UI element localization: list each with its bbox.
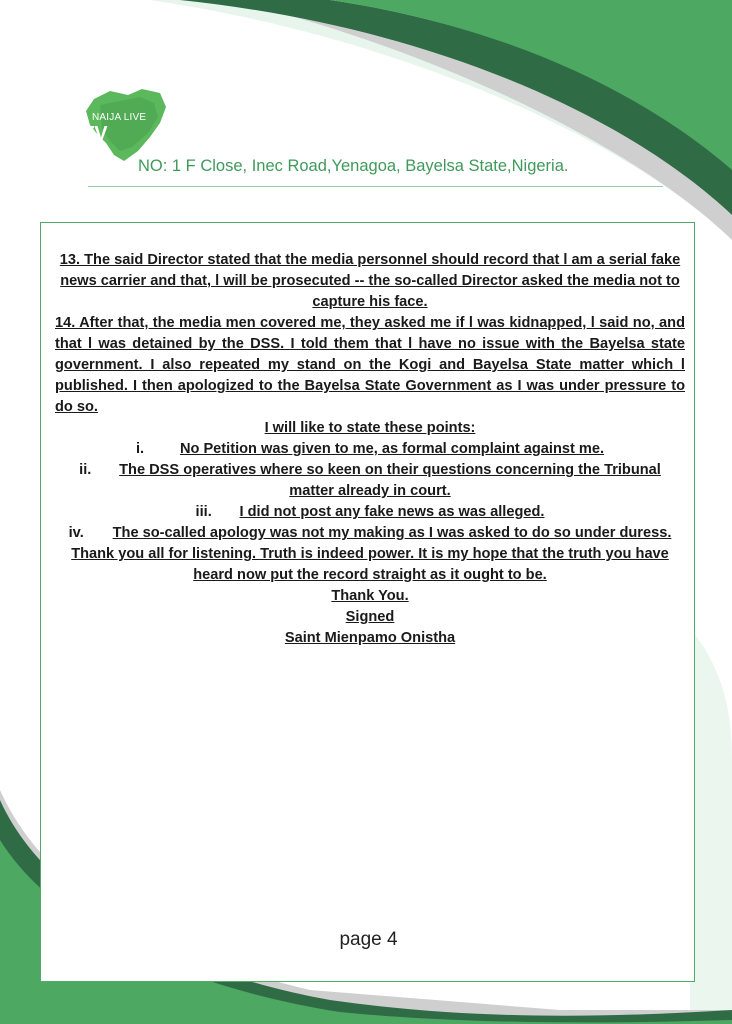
paragraph-14: 14. After that, the media men covered me, they asked me if l was kidnapped, l said no, and that l was detained by the DSS. I told them that l have no issue with the Bayelsa state government. I also repeated my stand on the Kogi and Bayelsa State matter which l published. I then apologized to the Bayelsa State Government as I was under pressure to do so. [55, 315, 685, 415]
point-item [55, 460, 685, 502]
thank-you: Thank You. [331, 588, 409, 604]
company-address: NO: 1 F Close, Inec Road,Yenagoa, Bayelsa State,Nigeria. [138, 157, 569, 175]
logo-text-tv: TV [82, 123, 108, 145]
letter-body-box [40, 222, 695, 982]
point-text: No Petition was given to me, as formal complaint against me. [179, 441, 605, 457]
point-item [55, 439, 685, 460]
point-number: i. [135, 441, 145, 457]
signatory-name: Saint Mienpamo Onistha [284, 630, 456, 646]
point-number: iv. [68, 525, 84, 541]
closing-paragraph: Thank you all for listening. Truth is indeed power. It is my hope that the truth you have heard now put the record straight as it ought to be. [71, 546, 669, 583]
paragraph-13: 13. The said Director stated that the media personnel should record that l am a serial fake news carrier and that, l will be prosecuted -- the so-called Director asked the media not to capture his face. [59, 252, 681, 310]
signed-label: Signed [345, 609, 395, 625]
letter-content [55, 250, 685, 649]
page-number: page 4 [339, 929, 398, 950]
point-item [55, 523, 685, 544]
company-logo [80, 85, 170, 165]
point-text: The so-called apology was not my making as I was asked to do so under duress. [112, 525, 672, 541]
letterhead [0, 0, 732, 200]
point-text: I did not post any fake news as was alleged. [239, 504, 545, 520]
points-intro: I will like to state these points: [264, 420, 476, 436]
logo-text-naija-live: NAIJA LIVE [92, 112, 147, 123]
point-text: The DSS operatives where so keen on their questions concerning the Tribunal matter already in court. [119, 462, 661, 499]
point-item [55, 502, 685, 523]
header-divider [88, 186, 663, 187]
point-number: iii. [195, 504, 212, 520]
point-number: ii. [79, 462, 92, 478]
